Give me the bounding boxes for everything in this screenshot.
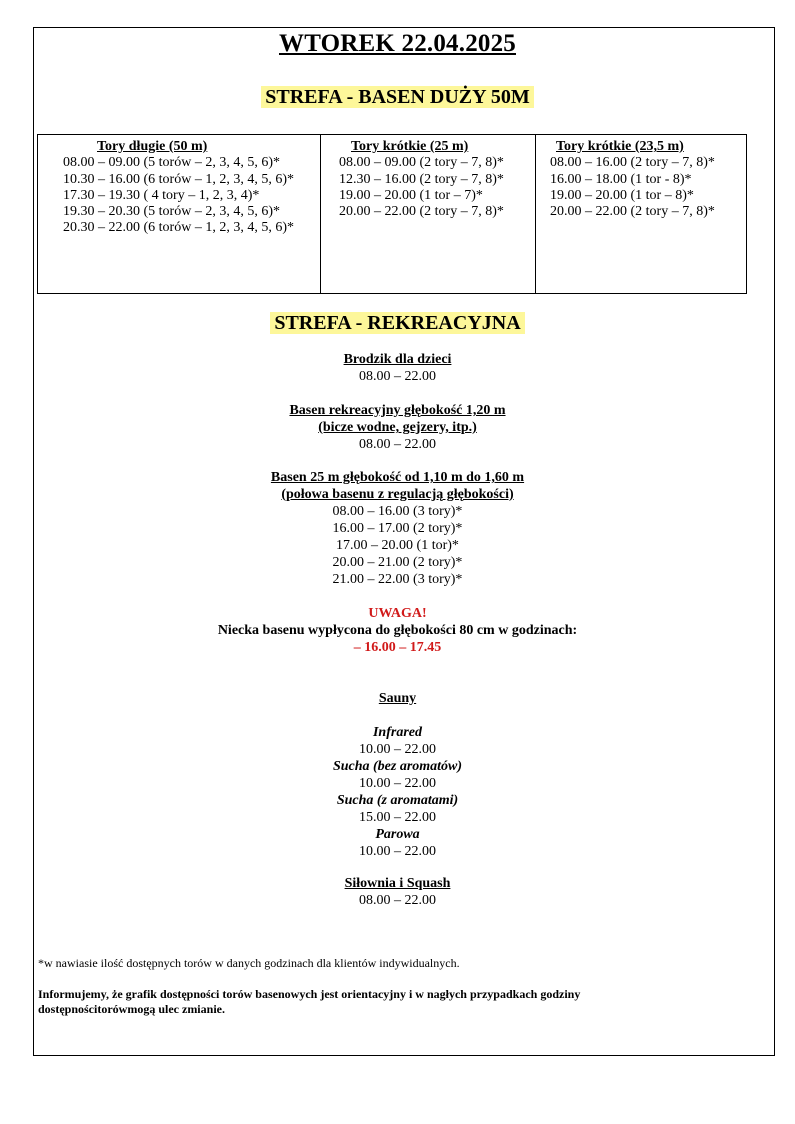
lanes-column-short-23-5 <box>536 135 747 294</box>
schedule-row: 10.30 – 16.00 (6 torów – 1, 2, 3, 4, 5, 6)* <box>63 171 294 187</box>
schedule-row: 17.00 – 20.00 (1 tor)* <box>336 538 459 553</box>
schedule-row: 08.00 – 09.00 (5 torów – 2, 3, 4, 5, 6)* <box>63 155 280 171</box>
rec-pool-section <box>0 402 795 453</box>
lanes-table <box>37 134 747 294</box>
column-header-short-23-5: Tory krótkie (23,5 m) <box>556 139 684 154</box>
schedule-row: 20.00 – 21.00 (2 tory)* <box>332 555 463 570</box>
notice-text: Niecka basenu wypłycona do głębokości 80 cm w godzinach: <box>217 623 578 638</box>
rec-pool-title: Basen rekreacyjny głębokość 1,20 m <box>289 403 506 418</box>
kids-pool-hours: 08.00 – 22.00 <box>359 369 436 384</box>
page-title: WTOREK 22.04.2025 <box>279 30 516 57</box>
sauna-hours: 15.00 – 22.00 <box>359 810 436 825</box>
schedule-row: 20.00 – 22.00 (2 tory – 7, 8)* <box>550 204 715 220</box>
footnote: *w nawiasie ilość dostępnych torów w danych godzinach dla klientów indywidualnych. <box>38 956 460 970</box>
schedule-row: 08.00 – 09.00 (2 tory – 7, 8)* <box>339 155 504 171</box>
gym-section <box>0 875 795 909</box>
kids-pool-title: Brodzik dla dzieci <box>343 352 452 367</box>
schedule-row: 21.00 – 22.00 (3 tory)* <box>332 572 463 587</box>
sauna-name: Sucha (z aromatami) <box>336 793 459 808</box>
sauna-name: Infrared <box>372 725 422 740</box>
rec-pool-hours: 08.00 – 22.00 <box>359 437 436 452</box>
schedule-row: 16.00 – 17.00 (2 tory)* <box>332 521 463 536</box>
schedule-row: 08.00 – 16.00 (3 tory)* <box>332 504 463 519</box>
lanes-column-long <box>38 135 321 294</box>
rec-pool-subtitle: (bicze wodne, gejzery, itp.) <box>318 420 477 435</box>
gym-hours: 08.00 – 22.00 <box>359 893 436 908</box>
saunas-title: Sauny <box>378 691 417 706</box>
column-header-short-25: Tory krótkie (25 m) <box>351 139 469 154</box>
info-note <box>38 987 738 1017</box>
sauna-hours: 10.00 – 22.00 <box>359 742 436 757</box>
sauna-hours: 10.00 – 22.00 <box>359 844 436 859</box>
sauna-name: Parowa <box>375 827 420 842</box>
big-pool-zone-heading <box>0 86 795 109</box>
big-pool-zone-heading-text: STREFA - BASEN DUŻY 50M <box>261 86 533 108</box>
info-note-line: Informujemy, że grafik dostępności torów basenowych jest orientacyjny i w nagłych przypadkach godziny <box>38 987 581 1001</box>
info-note-line: dostępnościtorówmogą ulec zmianie. <box>38 1002 225 1016</box>
pool-25-title: Basen 25 m głębokość od 1,10 m do 1,60 m <box>270 470 525 485</box>
sauna-hours: 10.00 – 22.00 <box>359 776 436 791</box>
schedule-row: 16.00 – 18.00 (1 tor - 8)* <box>550 171 692 187</box>
schedule-row: 19.00 – 20.00 (1 tor – 7)* <box>339 187 483 203</box>
schedule-row: 19.30 – 20.30 (5 torów – 2, 3, 4, 5, 6)* <box>63 204 280 220</box>
lanes-column-short-25 <box>321 135 536 294</box>
notice-section <box>0 605 795 656</box>
column-header-long: Tory długie (50 m) <box>97 139 208 154</box>
pool-25-subtitle: (połowa basenu z regulacją głębokości) <box>281 487 514 502</box>
notice-label: UWAGA! <box>368 606 427 621</box>
gym-title: Siłownia i Squash <box>344 876 451 891</box>
recreation-zone-heading-text: STREFA - REKREACYJNA <box>270 312 524 334</box>
pool-25-section <box>0 469 795 588</box>
sauna-name: Sucha (bez aromatów) <box>332 759 463 774</box>
kids-pool-section <box>0 351 795 385</box>
schedule-row: 19.00 – 20.00 (1 tor – 8)* <box>550 187 694 203</box>
schedule-row: 17.30 – 19.30 ( 4 tory – 1, 2, 3, 4)* <box>63 187 260 203</box>
schedule-row: 20.30 – 22.00 (6 torów – 1, 2, 3, 4, 5, 6)* <box>63 220 294 236</box>
schedule-row: 12.30 – 16.00 (2 tory – 7, 8)* <box>339 171 504 187</box>
schedule-row: 08.00 – 16.00 (2 tory – 7, 8)* <box>550 155 715 171</box>
notice-hours: – 16.00 – 17.45 <box>353 640 442 655</box>
saunas-section <box>0 690 795 860</box>
schedule-row: 20.00 – 22.00 (2 tory – 7, 8)* <box>339 204 504 220</box>
recreation-zone-heading <box>0 312 795 335</box>
